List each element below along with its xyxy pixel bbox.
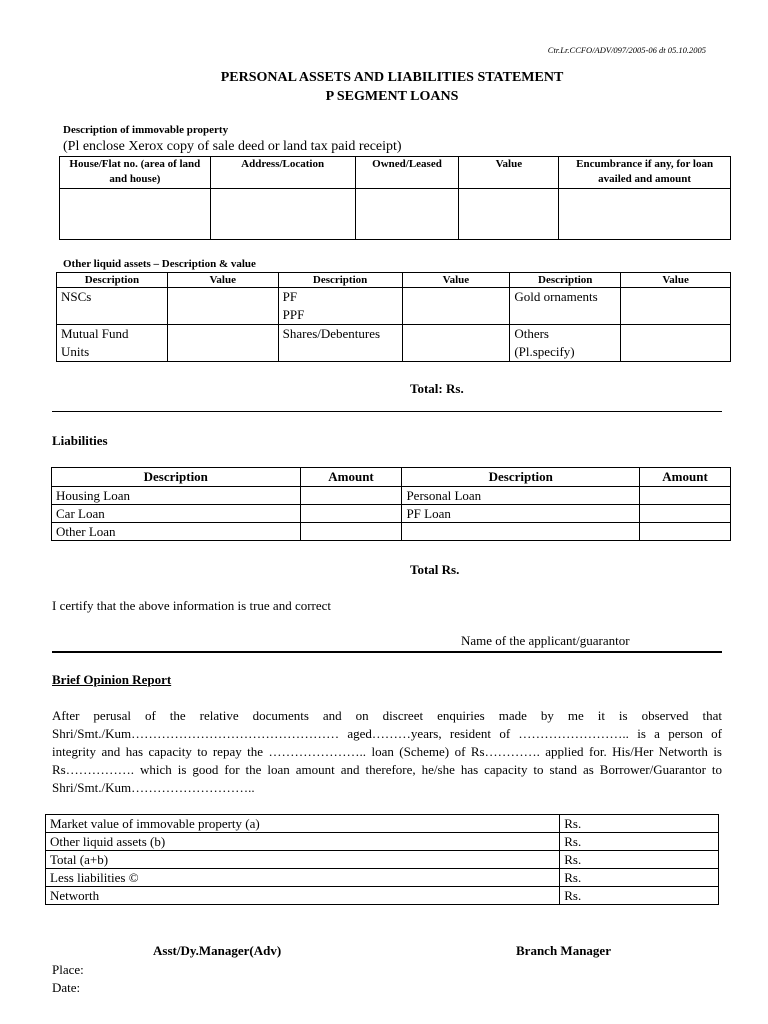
- column-header: Encumbrance if any, for loan availed and amount: [559, 157, 731, 189]
- table-cell: Less liabilities ©: [46, 869, 560, 887]
- liabilities-heading: Liabilities: [52, 433, 108, 448]
- table-cell: Mutual Fund Units: [57, 325, 168, 362]
- table-cell: Others (Pl.specify): [510, 325, 621, 362]
- table-cell: [167, 325, 278, 362]
- column-header: Description: [510, 273, 621, 288]
- table-cell: Total (a+b): [46, 851, 560, 869]
- table-cell: [300, 523, 402, 541]
- liquid-assets-table: [56, 272, 731, 362]
- table-cell: [402, 288, 510, 325]
- table-cell: Car Loan: [52, 505, 301, 523]
- column-header: Value: [459, 157, 559, 189]
- immovable-property-table: [59, 156, 731, 240]
- table-row: [46, 815, 719, 833]
- table-row: [52, 487, 731, 505]
- place-label: Place:: [52, 962, 84, 977]
- column-header: Value: [621, 273, 731, 288]
- table-cell: Rs.: [560, 833, 719, 851]
- table-cell: [559, 189, 731, 240]
- table-cell: Shares/Debentures: [278, 325, 402, 362]
- branch-manager-signature: Branch Manager: [516, 943, 611, 958]
- table-row: [46, 851, 719, 869]
- column-header: House/Flat no. (area of land and house): [60, 157, 211, 189]
- table-cell: PF Loan: [402, 505, 640, 523]
- column-header: Value: [402, 273, 510, 288]
- table-row: [46, 869, 719, 887]
- immovable-heading: Description of immovable property: [63, 124, 229, 136]
- table-cell: [167, 288, 278, 325]
- table-cell: [60, 189, 211, 240]
- table-row: [46, 833, 719, 851]
- table-cell: [640, 505, 731, 523]
- column-header: Address/Location: [210, 157, 355, 189]
- table-cell: [621, 325, 731, 362]
- immovable-note: (Pl enclose Xerox copy of sale deed or land tax paid receipt): [63, 139, 402, 154]
- table-cell: [640, 523, 731, 541]
- table-cell: Other liquid assets (b): [46, 833, 560, 851]
- divider: [52, 651, 722, 653]
- table-cell: [402, 523, 640, 541]
- table-cell: [402, 325, 510, 362]
- table-cell: Market value of immovable property (a): [46, 815, 560, 833]
- table-row: [60, 189, 731, 240]
- certification-statement: I certify that the above information is true and correct: [52, 598, 332, 613]
- table-cell: [621, 288, 731, 325]
- table-row: [57, 325, 731, 362]
- asst-manager-signature: Asst/Dy.Manager(Adv): [153, 943, 282, 958]
- opinion-heading: Brief Opinion Report: [52, 672, 172, 687]
- column-header: Amount: [640, 468, 731, 487]
- column-header: Description: [57, 273, 168, 288]
- column-header: Value: [167, 273, 278, 288]
- date-label: Date:: [52, 980, 81, 995]
- table-row: [57, 288, 731, 325]
- column-header: Amount: [300, 468, 402, 487]
- table-row: [46, 887, 719, 905]
- signature-label: Name of the applicant/guarantor: [461, 633, 630, 648]
- table-cell: NSCs: [57, 288, 168, 325]
- liabilities-total: Total Rs.: [410, 562, 460, 577]
- column-header: Owned/Leased: [355, 157, 459, 189]
- table-cell: Other Loan: [52, 523, 301, 541]
- table-cell: Rs.: [560, 887, 719, 905]
- liquid-assets-heading: Other liquid assets – Description & value: [63, 258, 256, 270]
- divider: [52, 411, 722, 412]
- table-cell: [640, 487, 731, 505]
- table-cell: Personal Loan: [402, 487, 640, 505]
- table-cell: [300, 487, 402, 505]
- table-cell: [300, 505, 402, 523]
- liabilities-table: [51, 467, 731, 541]
- networth-table: [45, 814, 719, 905]
- table-cell: Rs.: [560, 869, 719, 887]
- page-subtitle: P SEGMENT LOANS: [325, 89, 459, 104]
- column-header: Description: [52, 468, 301, 487]
- reference-number: Ctr.Lr.CCFO/ADV/097/2005-06 dt 05.10.2005: [547, 45, 706, 55]
- table-cell: [459, 189, 559, 240]
- liquid-total: Total: Rs.: [410, 381, 464, 396]
- table-cell: Rs.: [560, 815, 719, 833]
- table-row: [52, 505, 731, 523]
- table-cell: [355, 189, 459, 240]
- table-cell: Gold ornaments: [510, 288, 621, 325]
- opinion-paragraph: After perusal of the relative documents and on discreet enquiries made by me it is observed that Shri/Smt./Kum………………………………………… aged………years, resident of …………………….. is a person of integrity and has capacity to repay the ………………….. loan (Scheme) of Rs…………. applied for. His/Her Networth is Rs……………. which is good for the loan amount and therefore, he/she has capacity to stand as Borrower/Guarantor to Shri/Smt./Kum………………………..: [52, 708, 722, 795]
- table-row: [52, 523, 731, 541]
- table-cell: Networth: [46, 887, 560, 905]
- table-cell: PF PPF: [278, 288, 402, 325]
- column-header: Description: [402, 468, 640, 487]
- table-cell: Housing Loan: [52, 487, 301, 505]
- page-title: PERSONAL ASSETS AND LIABILITIES STATEMENT: [220, 70, 564, 85]
- column-header: Description: [278, 273, 402, 288]
- table-cell: [210, 189, 355, 240]
- table-cell: Rs.: [560, 851, 719, 869]
